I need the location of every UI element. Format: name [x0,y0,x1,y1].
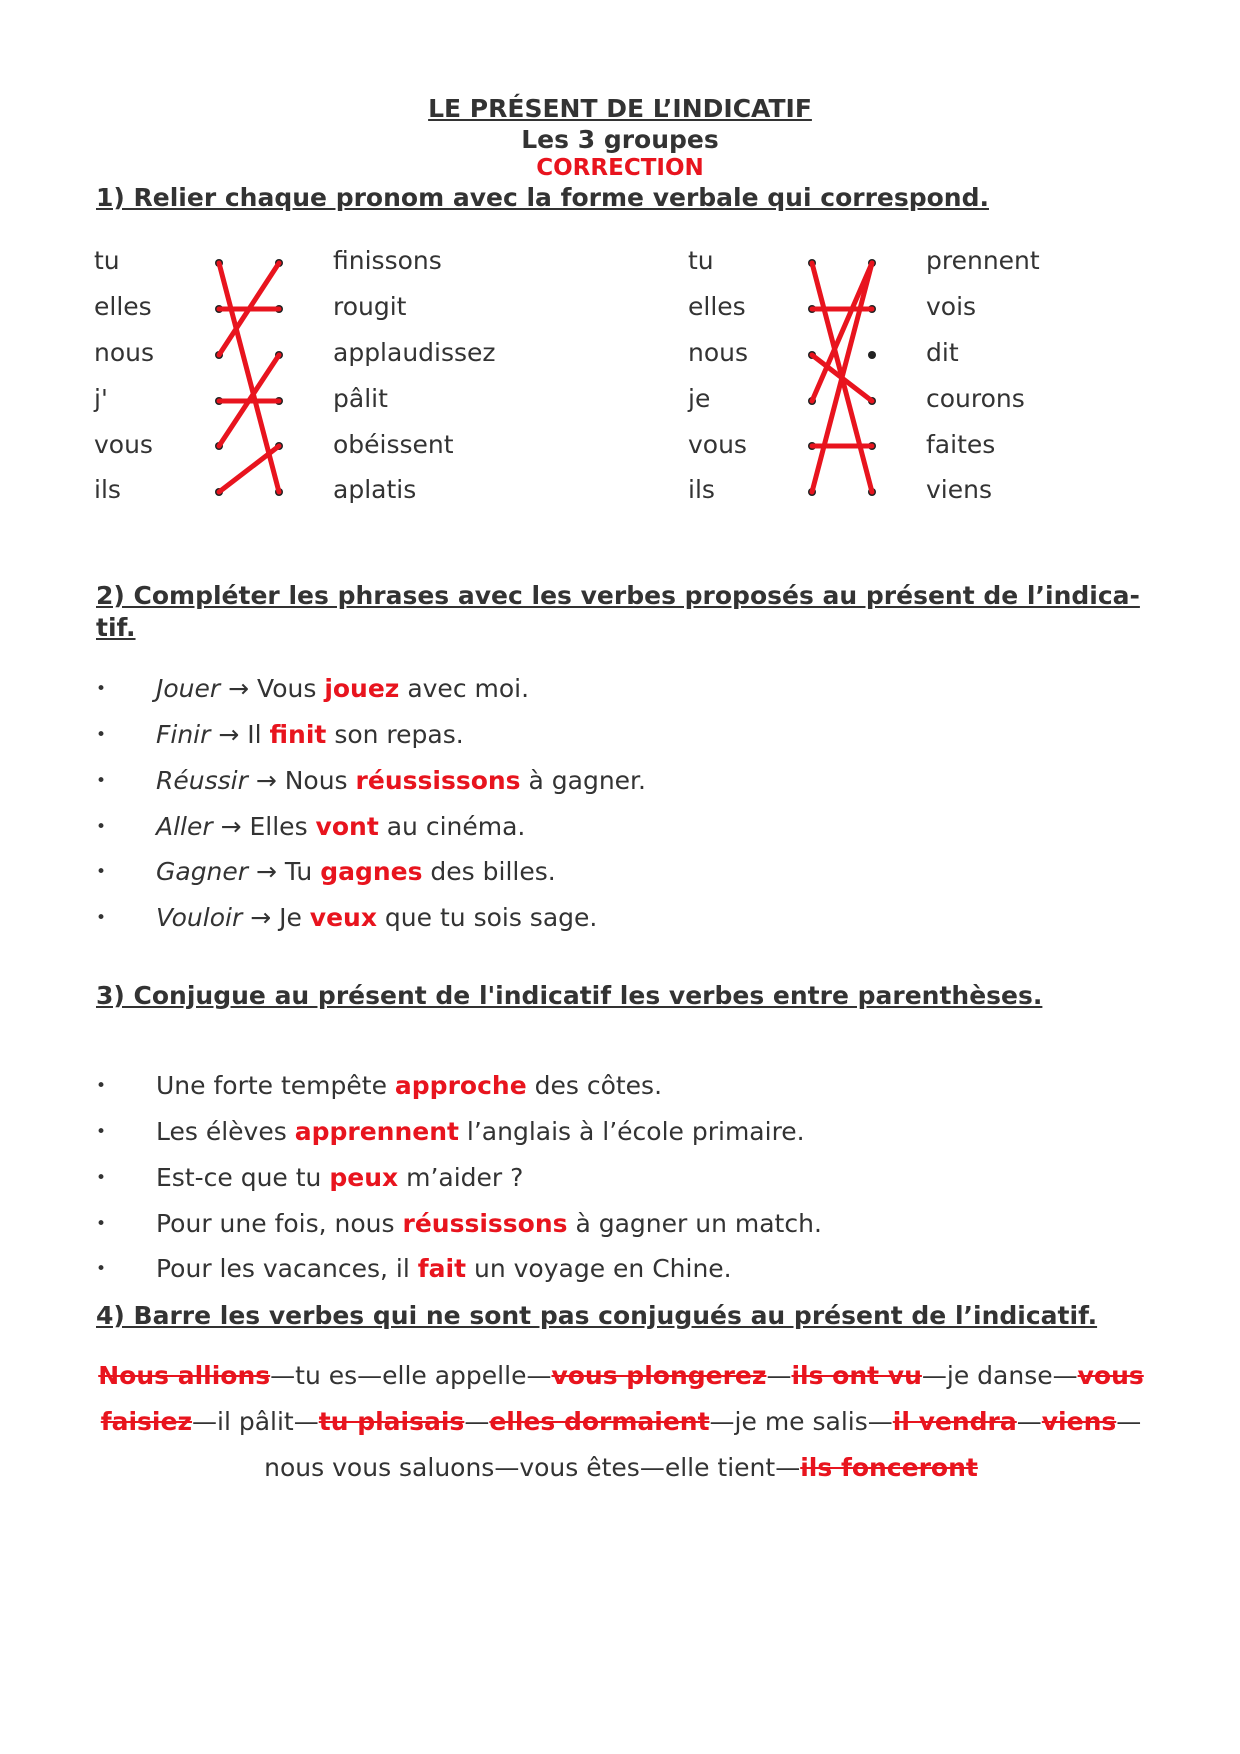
answer: gagnes [320,857,423,886]
separator: — [464,1407,490,1436]
right-verb: viens [926,475,992,504]
right-verb: courons [926,384,1025,413]
right-pronoun: je [688,384,711,413]
right-verb: prennent [926,246,1040,275]
section1-heading: 1) Relier chaque pronom avec la forme verbale qui correspond. [96,183,989,212]
bullet: • [96,1168,107,1188]
sentence-part: → Elles [212,812,316,841]
bullet: • [96,1076,107,1096]
sentence-part: que tu sois sage. [376,903,598,932]
left-match-line [219,446,279,492]
right-pronoun: tu [688,246,714,275]
left-pronoun: tu [94,246,120,275]
sentence-part: → Vous [220,674,325,703]
bullet: • [96,1122,107,1142]
section3-heading: 3) Conjugue au présent de l'indicatif les verbes entre parenthèses. [96,981,1043,1010]
bullet: • [96,679,107,699]
separator: — [1016,1407,1042,1436]
answer: peux [329,1163,399,1192]
correction-label: CORRECTION [536,155,704,181]
kept-verbs: —je danse— [921,1361,1078,1390]
infinitive: Aller [156,812,213,841]
left-verb: applaudissez [333,338,496,367]
sentence-part: → Il [210,720,270,749]
sentence-part: Les élèves [156,1117,295,1146]
section2-heading: 2) Compléter les phrases avec les verbes proposés au présent de l’indica-tif. [96,581,1140,642]
kept-verbs: —il pâlit— [192,1407,319,1436]
left-verb: pâlit [333,384,388,413]
sentence-part: à gagner un match. [567,1209,822,1238]
answer: jouez [324,674,400,703]
sentence-part: Pour une fois, nous [156,1209,403,1238]
left-pronoun: elles [94,292,152,321]
infinitive: Finir [156,720,211,749]
page-subtitle: Les 3 groupes [521,125,719,154]
left-verb: aplatis [333,475,417,504]
answer: réussissons [402,1209,568,1238]
right-pronoun: ils [688,475,715,504]
left-pronoun: j' [94,384,108,413]
right-verb: dit [926,338,959,367]
bullet: • [96,725,107,745]
sentence-part: son repas. [326,720,464,749]
left-pronoun: nous [94,338,155,367]
left-pronoun: ils [94,475,121,504]
left-verb: finissons [333,246,442,275]
sentence-part: Pour les vacances, il [156,1254,418,1283]
sentence-part: Une forte tempête [156,1071,395,1100]
sentence-part: → Nous [247,766,356,795]
answer: approche [394,1071,527,1100]
answer: fait [417,1254,467,1283]
struck-verb: viens [1041,1407,1117,1436]
left-verb: obéissent [333,430,454,459]
section4-heading: 4) Barre les verbes qui ne sont pas conjugués au présent de l’indicatif. [96,1301,1098,1330]
sentence-part: l’anglais à l’école primaire. [458,1117,805,1146]
strike-exercise-paragraph [90,1353,1152,1491]
bullet: • [96,1259,107,1279]
right-pronoun: nous [688,338,749,367]
sentence-part: → Tu [248,857,321,886]
answer: apprennent [294,1117,459,1146]
bullet: • [96,862,107,882]
bullet: • [96,908,107,928]
sentence-part: au cinéma. [378,812,526,841]
infinitive: Gagner [156,857,249,886]
kept-verbs: —tu es—elle appelle— [270,1361,552,1390]
answer: vont [315,812,379,841]
struck-verb: elles dormaient [489,1407,710,1436]
sentence-part: un voyage en Chine. [466,1254,732,1283]
right-verb: faites [926,430,996,459]
sentence-part: → Je [242,903,310,932]
separator: — [1116,1407,1142,1436]
right-verb: vois [926,292,977,321]
bullet: • [96,1214,107,1234]
matching-lines [0,0,1240,560]
infinitive: Jouer [156,674,221,703]
page-title: LE PRÉSENT DE L’INDICATIF [428,94,812,123]
answer: veux [309,903,377,932]
struck-verb: vous faisiez [100,1361,1144,1436]
sentence-part: avec moi. [399,674,530,703]
sentence-part: m’aider ? [398,1163,524,1192]
bullet: • [96,771,107,791]
sentence-part: des côtes. [526,1071,663,1100]
struck-verb: vous plongerez [551,1361,767,1390]
right-pronoun: vous [688,430,747,459]
answer: finit [269,720,327,749]
struck-verb: ils ont vu [791,1361,922,1390]
sentence-part: des billes. [422,857,556,886]
kept-verbs: nous vous saluons—vous êtes—elle tient— [264,1453,801,1482]
infinitive: Réussir [156,766,248,795]
left-pronoun: vous [94,430,153,459]
struck-verb: tu plaisais [318,1407,465,1436]
answer: réussissons [355,766,521,795]
right-pronoun: elles [688,292,746,321]
struck-verb: Nous allions [98,1361,271,1390]
struck-verb: ils fonceront [800,1453,978,1482]
sentence-part: à gagner. [520,766,646,795]
left-match-line [219,263,279,492]
right-verb-dot [868,351,876,359]
kept-verbs: —je me salis— [709,1407,893,1436]
left-verb: rougit [333,292,407,321]
infinitive: Vouloir [156,903,243,932]
bullet: • [96,817,107,837]
separator: — [766,1361,792,1390]
struck-verb: il vendra [892,1407,1017,1436]
sentence-part: Est-ce que tu [156,1163,330,1192]
